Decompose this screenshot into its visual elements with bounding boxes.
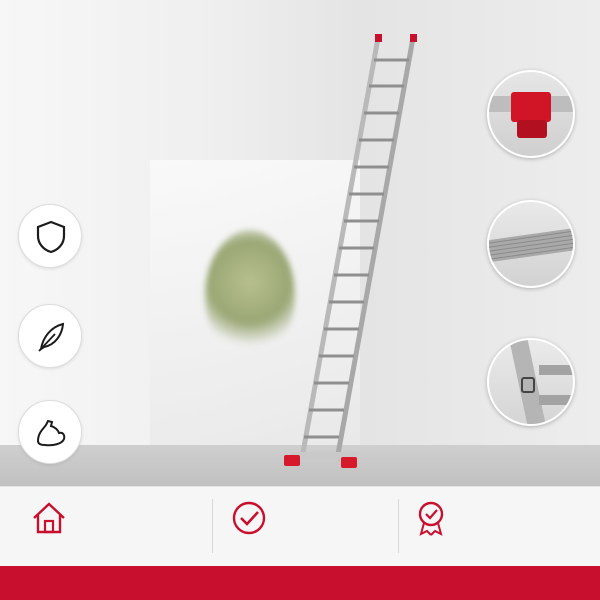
divider bbox=[212, 499, 213, 553]
quality-medal-icon bbox=[412, 499, 450, 537]
feature-securite bbox=[18, 204, 203, 284]
feature-circle bbox=[18, 304, 82, 368]
feature-title bbox=[98, 204, 218, 217]
feather-icon bbox=[33, 319, 69, 355]
detail-photo-feet bbox=[487, 70, 575, 158]
slogan-banner bbox=[0, 566, 600, 600]
flexed-arm-icon bbox=[33, 415, 69, 451]
shield-icon bbox=[33, 219, 69, 255]
detail-title bbox=[462, 428, 600, 439]
bottom-benefits bbox=[0, 486, 600, 566]
detail-photo-construction bbox=[487, 338, 575, 426]
check-circle-icon bbox=[230, 499, 268, 537]
feature-title bbox=[98, 400, 218, 413]
detail-construction bbox=[462, 428, 600, 439]
house-icon bbox=[30, 499, 68, 537]
divider bbox=[398, 499, 399, 553]
feature-circle bbox=[18, 400, 82, 464]
feature-title bbox=[98, 304, 218, 317]
rail-profile-icon bbox=[489, 340, 575, 426]
grooved-rung-icon bbox=[489, 202, 575, 288]
feature-robuste bbox=[18, 400, 203, 485]
feature-circle bbox=[18, 204, 82, 268]
detail-photo-rungs bbox=[487, 200, 575, 288]
non-slip-foot-icon bbox=[489, 72, 575, 158]
feature-legere bbox=[18, 304, 203, 389]
